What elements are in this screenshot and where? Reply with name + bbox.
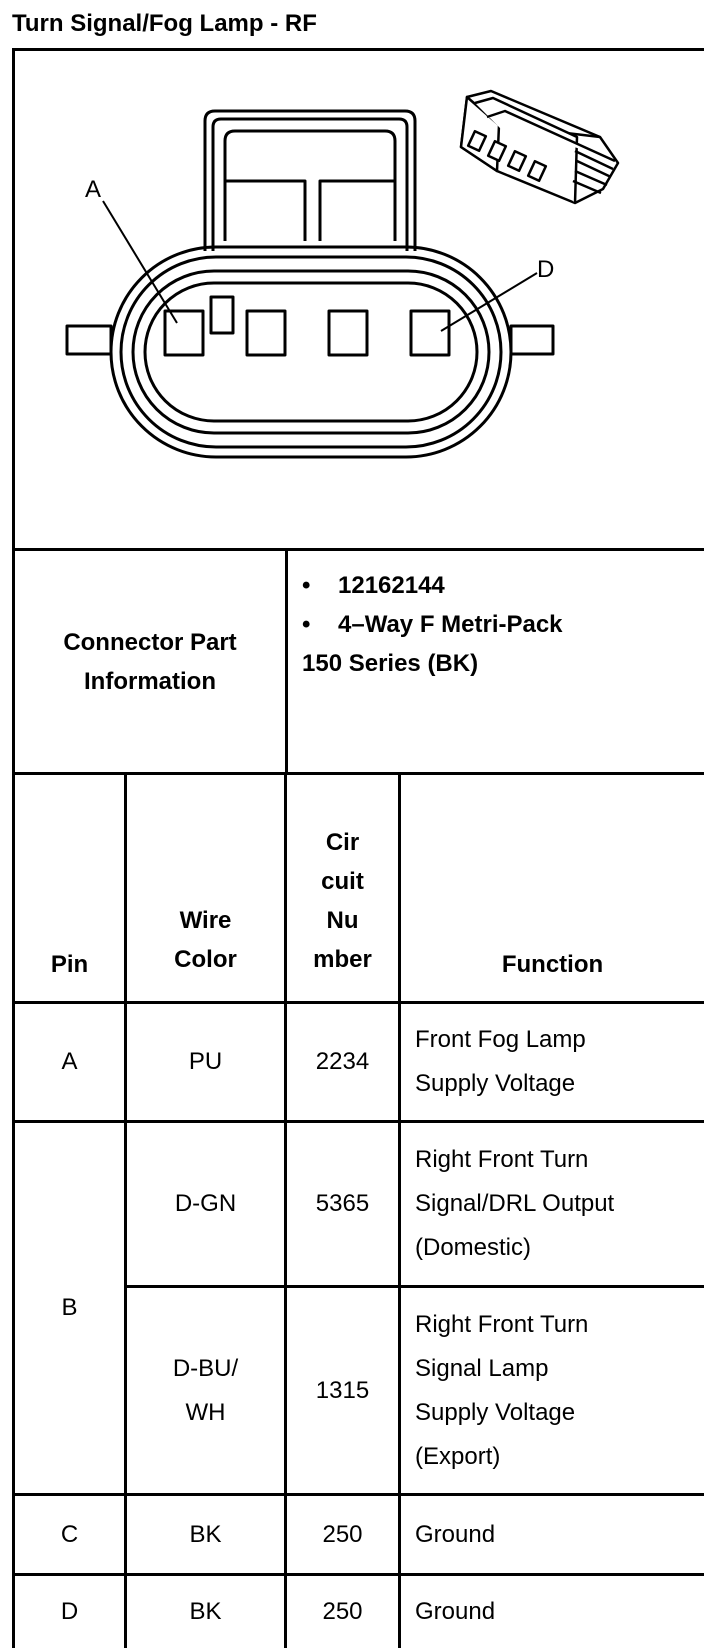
table-row-circuit: 2234 (315, 1048, 370, 1075)
connector-diagram (15, 51, 701, 548)
leader-line-a (103, 201, 177, 323)
table-row-function: Ground (415, 1598, 496, 1625)
table-row-function: Front Fog Lamp Supply Voltage (415, 1026, 586, 1097)
pin-label-d: D (537, 256, 555, 283)
terminal-cavity-a (165, 311, 203, 355)
part-number: 12162144 (338, 572, 445, 599)
terminal-cavity-c (329, 311, 367, 355)
divider-info-column (285, 548, 288, 772)
header-circuit-number: Cir cuit Nu mber (313, 829, 372, 973)
header-function: Function (501, 951, 604, 978)
table-row-circuit: 1315 (315, 1376, 370, 1404)
table-row-function: Right Front Turn Signal/DRL Output (Domestic) (415, 1146, 615, 1261)
table-row-pin: D (60, 1598, 79, 1625)
pin-label-a: A (85, 176, 102, 203)
table-row-color: D-BU/ WH (172, 1354, 239, 1426)
table-row-color: BK (189, 1520, 222, 1548)
connector-3d-view (461, 91, 618, 203)
table-row-color: D-GN (174, 1190, 237, 1217)
header-pin: Pin (50, 951, 89, 978)
connector-info-label: Connector Part Information (63, 628, 237, 695)
terminal-cavity-b (247, 311, 285, 355)
connector-body (111, 247, 511, 457)
connector-key (211, 297, 233, 333)
table-row-color: BK (189, 1598, 222, 1625)
table-row-pin: B (61, 1294, 78, 1321)
table-row-circuit: 5365 (315, 1190, 370, 1217)
connector-tab-left (67, 326, 111, 354)
table-row-function: Right Front Turn Signal Lamp Supply Voltage (Export) (415, 1310, 589, 1470)
table-row-color: PU (188, 1048, 223, 1075)
table-row-pin: C (60, 1520, 79, 1548)
terminal-cavity-d (411, 311, 449, 355)
table-row-function: Ground (415, 1520, 496, 1548)
connector-tab-right (511, 326, 553, 354)
connector-info-details: • 12162144 • 4–Way F Metri-Pack 150 Series (BK) (302, 566, 563, 683)
page-title: Turn Signal/Fog Lamp - RF (12, 10, 317, 37)
table-row-circuit: 250 (322, 1520, 363, 1548)
table-row-circuit: 250 (322, 1598, 363, 1625)
header-wire-color: Wire Color (174, 907, 237, 973)
table-row-pin: A (61, 1048, 78, 1075)
connector-description: 4–Way F Metri-Pack (338, 611, 563, 638)
connector-series: 150 Series (BK) (302, 650, 479, 677)
